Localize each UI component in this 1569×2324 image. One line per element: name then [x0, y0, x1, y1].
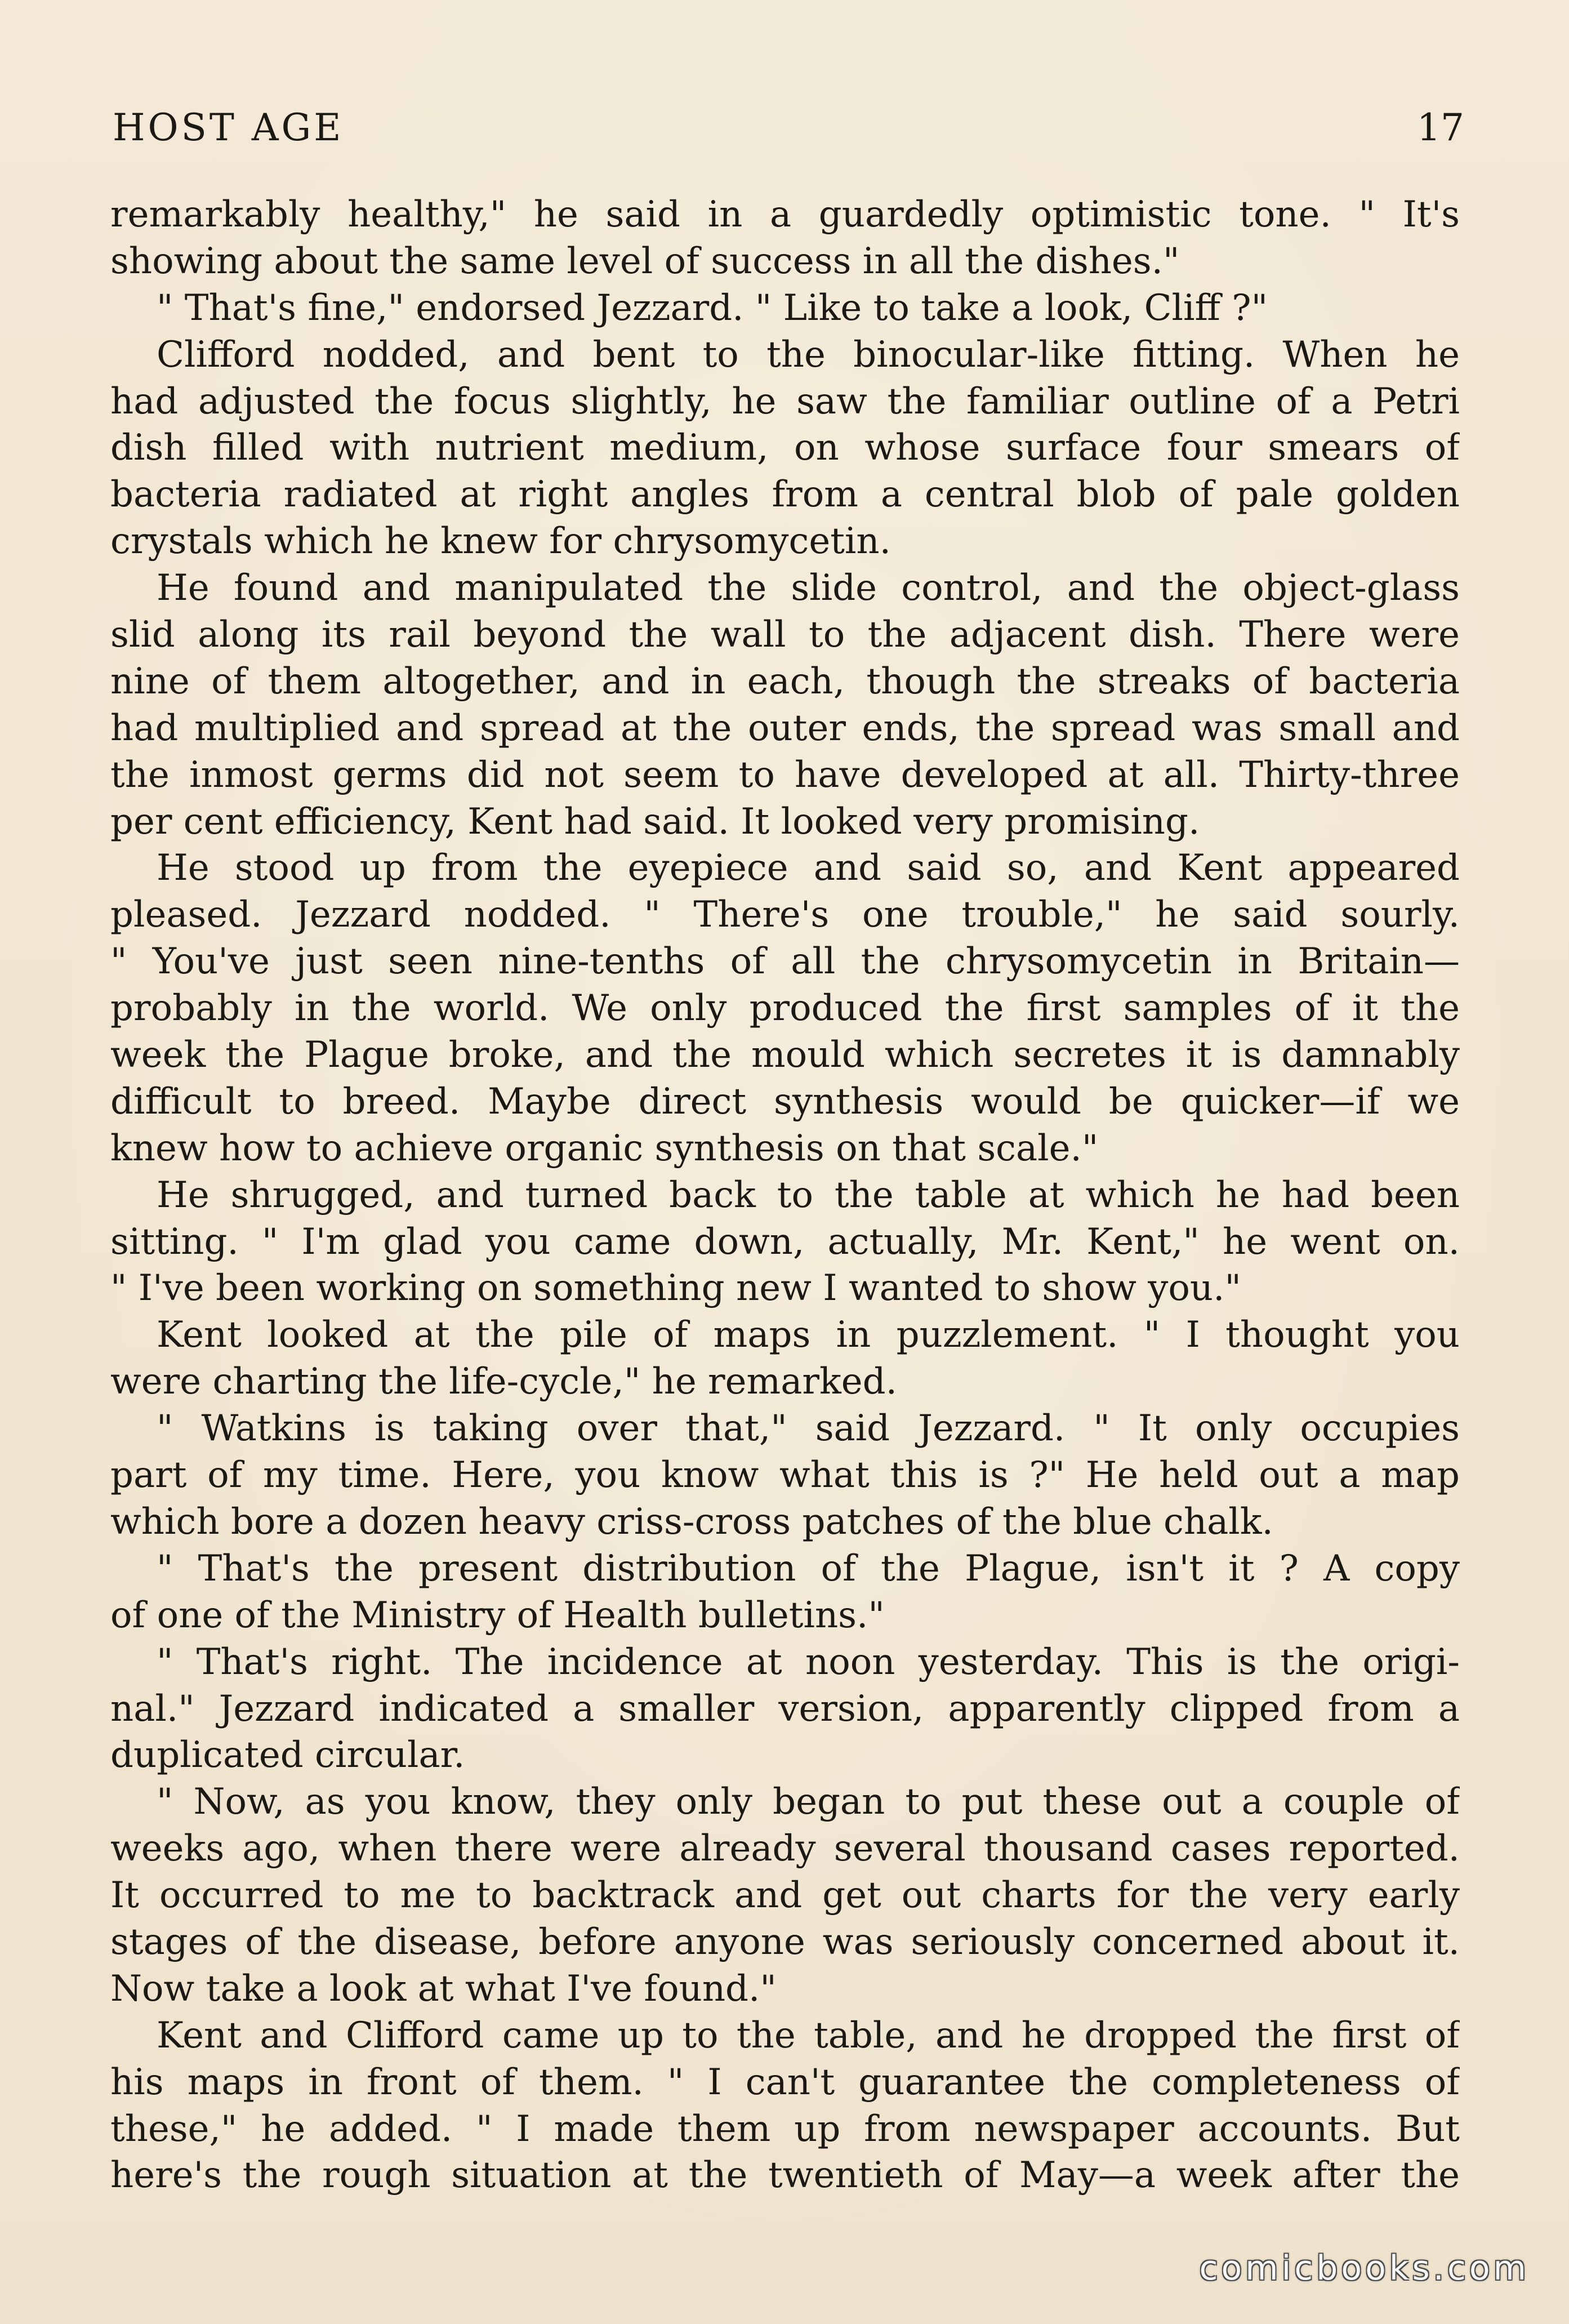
text-line: " That's fine," endorsed Jezzard. " Like to take a look, Cliff ?"	[157, 287, 1268, 329]
page-number: 17	[1417, 106, 1464, 149]
text-line: remarkably healthy," he said in a guardedly optimistic tone. " It's	[110, 194, 1460, 235]
text-line: It occurred to me to backtrack and get out charts for the very early	[110, 1875, 1460, 1917]
text-line: " That's right. The incidence at noon yesterday. This is the origi-	[157, 1641, 1460, 1683]
text-line: these," he added. " I made them up from newspaper accounts. But	[110, 2108, 1460, 2150]
text-line: crystals which he knew for chrysomycetin.	[110, 520, 891, 563]
text-line: Clifford nodded, and bent to the binocular-like fitting. When he	[157, 333, 1460, 376]
text-line: which bore a dozen heavy criss-cross patches of the blue chalk.	[110, 1501, 1273, 1543]
text-line: week the Plague broke, and the mould which secretes it is damnably	[110, 1034, 1460, 1076]
text-line: dish filled with nutrient medium, on whose surface four smears of	[110, 427, 1460, 469]
text-line: his maps in front of them. " I can't guarantee the completeness of	[110, 2061, 1460, 2103]
text-line: weeks ago, when there were already several thousand cases reported.	[110, 1828, 1460, 1870]
text-line: nal." Jezzard indicated a smaller version, apparently clipped from a	[110, 1688, 1460, 1730]
text-line: had multiplied and spread at the outer ends, the spread was small and	[110, 707, 1460, 749]
running-head	[113, 97, 1464, 159]
text-line: Now take a look at what I've found."	[110, 1967, 777, 2010]
text-line: of one of the Ministry of Health bulletins."	[110, 1594, 885, 1636]
text-line: nine of them altogether, and in each, though the streaks of bacteria	[110, 660, 1460, 702]
text-line: probably in the world. We only produced the first samples of it the	[110, 987, 1460, 1030]
text-line: here's the rough situation at the twentieth of May—a week after the	[110, 2154, 1460, 2197]
text-line: " You've just seen nine-tenths of all the chrysomycetin in Britain—	[110, 941, 1460, 983]
text-line: " Now, as you know, they only began to put these out a couple of	[157, 1781, 1460, 1823]
text-line: showing about the same level of success in all the dishes."	[110, 240, 1180, 282]
text-line: had adjusted the focus slightly, he saw the familiar outline of a Petri	[110, 380, 1460, 422]
text-line: the inmost germs did not seem to have developed at all. Thirty-three	[110, 754, 1460, 796]
body-text	[110, 192, 1460, 2199]
text-line: sitting. " I'm glad you came down, actually, Mr. Kent," he went on.	[110, 1221, 1460, 1263]
text-line: " That's the present distribution of the Plague, isn't it ? A copy	[157, 1547, 1460, 1590]
text-line: " I've been working on something new I wanted to show you."	[110, 1267, 1241, 1310]
text-line: Kent and Clifford came up to the table, and he dropped the first of	[157, 2014, 1460, 2056]
text-line: pleased. Jezzard nodded. " There's one trouble," he said sourly.	[110, 894, 1460, 936]
book-title: HOST AGE	[113, 106, 344, 149]
text-line: were charting the life-cycle," he remarked.	[110, 1361, 897, 1403]
text-line: bacteria radiated at right angles from a central blob of pale golden	[110, 474, 1460, 516]
text-line: per cent efficiency, Kent had said. It looked very promising.	[110, 800, 1200, 843]
text-line: He stood up from the eyepiece and said so, and Kent appeared	[157, 847, 1460, 889]
watermark: comicbooks.com	[1199, 2249, 1530, 2288]
text-line: " Watkins is taking over that," said Jezzard. " It only occupies	[157, 1408, 1460, 1450]
text-line: difficult to breed. Maybe direct synthesis would be quicker—if we	[110, 1080, 1460, 1123]
text-line: He found and manipulated the slide control, and the object-glass	[157, 567, 1460, 609]
text-line: slid along its rail beyond the wall to the adjacent dish. There were	[110, 614, 1460, 656]
text-line: He shrugged, and turned back to the table at which he had been	[157, 1174, 1460, 1216]
text-line: Kent looked at the pile of maps in puzzlement. " I thought you	[157, 1314, 1460, 1356]
text-line: knew how to achieve organic synthesis on that scale."	[110, 1127, 1099, 1169]
text-line: part of my time. Here, you know what this is ?" He held out a map	[110, 1454, 1460, 1497]
text-line: duplicated circular.	[110, 1734, 465, 1777]
text-line: stages of the disease, before anyone was seriously concerned about it.	[110, 1921, 1460, 1963]
